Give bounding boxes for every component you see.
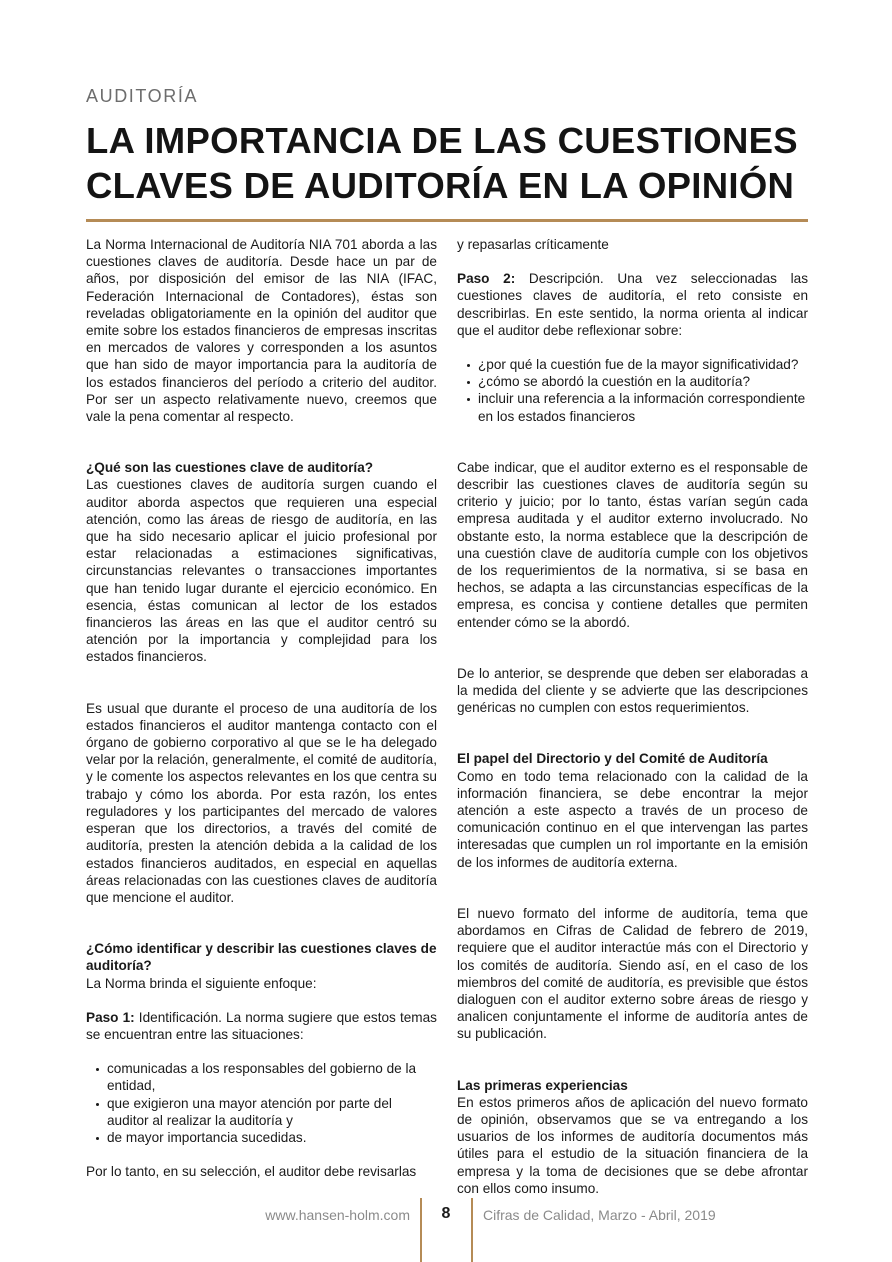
heading-papel-directorio: El papel del Directorio y del Comité de Auditoría bbox=[457, 751, 768, 767]
heading-como-identificar: ¿Cómo identificar y describir las cuestiones claves de auditoría? bbox=[86, 941, 437, 974]
heading-que-son: ¿Qué son las cuestiones clave de auditoría? bbox=[86, 460, 374, 476]
intro-paragraph: La Norma Internacional de Auditoría NIA 701 aborda a las cuestiones claves de auditoría. Desde hace un par de años, por disposición del emisor de las NIA (IFAC, Federación Internacional de Contadores), éstas son reveladas obligatoriamente en la opinión del auditor que emite sobre los estados financieros de empresas inscritas en mercados de valores y corresponden a los asuntos que han sido de mayor importancia para la auditoría de los estados financieros del período a criterio del auditor. Por ser un aspecto relativamente nuevo, creemos que vale la pena comentar al respecto. bbox=[86, 237, 437, 425]
title-line-1: LA IMPORTANCIA DE LAS CUESTIONES bbox=[86, 120, 798, 161]
que-son-paragraph: Las cuestiones claves de auditoría surgen cuando el auditor aborda aspectos que requieren una especial atención, como las áreas de riesgo de auditoría, en las que ha sido necesario aplicar el juicio profesional por estar relacionadas a estimaciones significativas, circunstancias relevantes o transacciones importantes que han tenido lugar durante el ejercicio económico. En esencia, éstas comunican al lector de los estados financieros las áreas en las que el auditor centró su atención por la importancia y complejidad para los estados financieros. bbox=[86, 477, 437, 665]
footer-publication: Cifras de Calidad, Marzo - Abril, 2019 bbox=[483, 1207, 716, 1223]
heading-primeras-experiencias: Las primeras experiencias bbox=[457, 1077, 628, 1093]
paso-2-paragraph bbox=[457, 270, 808, 339]
list-item: incluir una referencia a la información correspondiente en los estados financieros bbox=[465, 390, 808, 424]
cabe-indicar-paragraph: Cabe indicar, que el auditor externo es el responsable de describir las cuestiones claves de auditoría según su criterio y juicio; por lo tanto, éstas varían según cada empresa auditada y el auditor externo involucrado. No obstante esto, la norma establece que la descripción de una cuestión clave de auditoría cumple con los objetivos de los requerimientos de la normativa, si se basa en hechos, se adapta a las circunstancias específicas de la empresa, es concisa y contiene detalles que permiten entender cómo se la abordó. bbox=[457, 459, 808, 630]
list-item: de mayor importancia sucedidas. bbox=[94, 1129, 437, 1146]
anterior-paragraph: De lo anterior, se desprende que deben ser elaboradas a la medida del cliente y se advierte que las descripciones genéricas no cumplen con estos requerimientos. bbox=[457, 665, 808, 716]
usual-paragraph: Es usual que durante el proceso de una auditoría de los estados financieros el auditor mantenga contacto con el órgano de gobierno corporativo al que se le ha delegado velar por la relación, generalmente, el comité de auditoría, y le comente los aspectos relevantes en los que centra su trabajo y cómo los aborda. Por esta razón, los entes reguladores y los participantes del mercado de valores esperan que los directorios, a través del comité de auditoría, presten la atención debida a la calidad de los estados financieros auditados, en especial en aquellas áreas relacionadas con las cuestiones claves de auditoría que mencione el auditor. bbox=[86, 700, 437, 905]
list-item: ¿por qué la cuestión fue de la mayor significatividad? bbox=[465, 356, 808, 373]
reflexion-list bbox=[457, 356, 808, 425]
footer-divider-left bbox=[420, 1198, 422, 1262]
enfoque-paragraph: La Norma brinda el siguiente enfoque: bbox=[86, 975, 317, 991]
article-title bbox=[86, 118, 816, 208]
situaciones-list bbox=[86, 1060, 437, 1146]
nuevo-formato-paragraph: El nuevo formato del informe de auditoría, tema que abordamos en Cifras de Calidad de febrero de 2019, requiere que el auditor interactúe más con el Directorio y los comités de auditoría. Siendo así, en el caso de los miembros del comité de auditoría, es previsible que éstos dialoguen con el auditor externo sobre áreas de riesgo y analicen conjuntamente el informe de auditoría antes de su publicación. bbox=[457, 905, 808, 1042]
page-number: 8 bbox=[441, 1205, 451, 1222]
left-column bbox=[86, 236, 437, 1180]
paso-1-text: Identificación. La norma sugiere que estos temas se encuentran entre las situaciones: bbox=[86, 1009, 437, 1042]
title-divider bbox=[86, 219, 808, 222]
primeras-paragraph: En estos primeros años de aplicación del nuevo formato de opinión, observamos que se va entregando a los usuarios de los informes de auditoría documentos más útiles para el estudio de la situación financiera de la empresa y la toma de decisiones que se debe afrontar con ellos como insumo. bbox=[457, 1094, 808, 1196]
paso-2-text: Descripción. Una vez seleccionadas las cuestiones claves de auditoría, el reto consiste en describirlas. En este sentido, la norma orienta al indicar que el auditor debe reflexionar sobre: bbox=[457, 271, 808, 338]
paso-1-label: Paso 1: bbox=[86, 1009, 135, 1025]
footer-divider-right bbox=[471, 1198, 473, 1262]
list-item: comunicadas a los responsables del gobierno de la entidad, bbox=[94, 1060, 437, 1094]
continuation-text: y repasarlas críticamente bbox=[457, 237, 609, 252]
papel-paragraph: Como en todo tema relacionado con la calidad de la información financiera, se debe encontrar la mejor atención a este aspecto a través de un proceso de comunicación continuo en el que intervengan las partes interesadas que cumplen un rol importante en la emisión de los informes de auditoría externa. bbox=[457, 768, 808, 870]
right-column bbox=[457, 236, 808, 1197]
list-item: ¿cómo se abordó la cuestión en la auditoría? bbox=[465, 373, 808, 390]
paso-1-paragraph bbox=[86, 1009, 437, 1043]
list-item: que exigieron una mayor atención por parte del auditor al realizar la auditoría y bbox=[94, 1095, 437, 1129]
por-lo-tanto-paragraph: Por lo tanto, en su selección, el auditor debe revisarlas bbox=[86, 1164, 417, 1180]
footer-website[interactable]: www.hansen-holm.com bbox=[265, 1207, 410, 1223]
paso-2-label: Paso 2: bbox=[457, 271, 516, 287]
title-line-2: CLAVES DE AUDITORÍA EN LA OPINIÓN bbox=[86, 165, 795, 206]
section-label: AUDITORÍA bbox=[86, 86, 199, 106]
